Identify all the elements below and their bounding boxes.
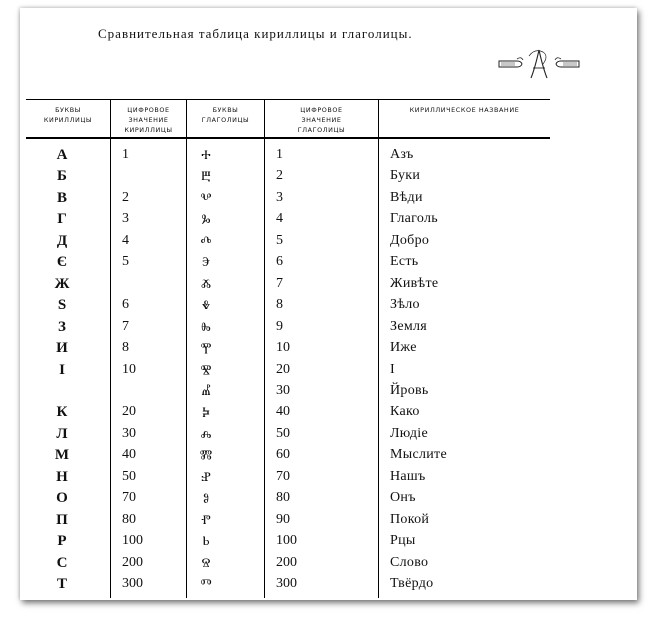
table-row: [20, 489, 637, 510]
header-line: ЗНАЧЕНИЕ: [301, 116, 342, 124]
glagolitic-letter: Ⰿ: [199, 447, 213, 463]
cyrillic-letter: М: [54, 447, 70, 464]
glagolitic-numeric-value: 80: [276, 490, 290, 506]
cyrillic-letter-name: Глаголь: [390, 211, 438, 227]
glagolitic-letter: Ⰾ: [200, 425, 212, 441]
glagolitic-letter: Ⰷ: [201, 297, 211, 313]
cyrillic-letter-name: Земля: [390, 318, 428, 334]
cyrillic-numeric-value: 8: [122, 340, 129, 356]
glagolitic-letter: Ⰶ: [200, 275, 212, 291]
cyrillic-letter: К: [56, 404, 68, 421]
header-line: ГЛАГОЛИЦЫ: [201, 116, 250, 124]
table-row: [20, 425, 637, 446]
table-row: [20, 554, 637, 575]
glagolitic-letter: Ⱄ: [201, 554, 211, 570]
table-row: [20, 189, 637, 210]
header-line: ЦИФРОВОЕ: [127, 106, 170, 114]
header-cyrillic-numeric: [111, 105, 186, 135]
table-row: [20, 253, 637, 274]
glagolitic-numeric-value: 300: [276, 576, 297, 591]
cyrillic-letter-name: Онъ: [390, 490, 416, 506]
cyrillic-letter: Д: [56, 232, 68, 249]
cyrillic-letter-name: Твёрдо: [390, 576, 434, 591]
cyrillic-numeric-value: 80: [122, 511, 136, 527]
cyrillic-letter: Є: [56, 254, 68, 271]
glagolitic-letter: Ⰱ: [201, 168, 211, 184]
table-row: [20, 382, 637, 403]
cyrillic-letter: Н: [56, 468, 68, 485]
cyrillic-letter-name: Како: [390, 404, 420, 420]
cyrillic-letter: Ж: [54, 275, 70, 292]
header-line: КИРИЛЛИЧЕСКОЕ НАЗВАНИЕ: [409, 106, 520, 114]
cyrillic-numeric-value: 50: [122, 468, 136, 484]
glagolitic-letter: Ⰺ: [200, 361, 212, 377]
cyrillic-numeric-value: 300: [122, 576, 143, 591]
cyrillic-letter: З: [58, 318, 66, 335]
cyrillic-letter-name: Живѣте: [390, 275, 439, 291]
header-line: ЗНАЧЕНИЕ: [128, 116, 169, 124]
cyrillic-letter: С: [56, 554, 68, 571]
table-row: [20, 275, 637, 296]
glagolitic-letter: Ⱅ: [200, 576, 212, 591]
glagolitic-letter: Ⰹ: [200, 340, 212, 356]
header-cyrillic-name: [379, 105, 550, 115]
glagolitic-letter: Ⰳ: [201, 211, 211, 227]
cyrillic-letter-name: Есть: [390, 254, 419, 270]
glagolitic-numeric-value: 6: [276, 254, 283, 270]
table-row: [20, 167, 637, 188]
cyrillic-letter-name: Покой: [390, 511, 430, 527]
table-row: [20, 532, 637, 553]
table-row: [20, 361, 637, 382]
glagolitic-numeric-value: 9: [276, 318, 283, 334]
pointing-hands-ornament-icon: [497, 46, 581, 80]
glagolitic-letter: Ⰸ: [201, 318, 211, 334]
table-row: [20, 146, 637, 167]
cyrillic-letter-name: Йровь: [390, 382, 429, 398]
cyrillic-letter-name: Азъ: [390, 147, 414, 162]
table-row: [20, 575, 637, 596]
glagolitic-letter: Ⱂ: [201, 511, 211, 527]
cyrillic-numeric-value: 200: [122, 554, 143, 570]
cyrillic-letter: О: [56, 490, 68, 507]
table-row: [20, 232, 637, 253]
header-line: КИРИЛЛИЦЫ: [124, 126, 173, 134]
cyrillic-numeric-value: 10: [122, 361, 136, 377]
cyrillic-numeric-value: 4: [122, 232, 129, 248]
cyrillic-letter: Ѕ: [57, 297, 67, 314]
glagolitic-letter: Ⰴ: [200, 232, 212, 248]
glagolitic-letter: Ⱀ: [201, 468, 211, 484]
cyrillic-letter: Г: [57, 211, 67, 228]
cyrillic-letter: І: [59, 361, 65, 378]
header-line: КИРИЛЛИЦЫ: [43, 116, 93, 124]
cyrillic-numeric-value: 40: [122, 447, 136, 463]
cyrillic-letter: Л: [56, 425, 68, 442]
cyrillic-numeric-value: 70: [122, 490, 136, 506]
table-row: [20, 403, 637, 424]
glagolitic-letter: Ⱃ: [202, 533, 210, 549]
cyrillic-letter: Б: [57, 168, 67, 185]
cyrillic-letter: Т: [56, 576, 67, 592]
glagolitic-letter: Ⰵ: [201, 254, 211, 270]
glagolitic-numeric-value: 30: [276, 382, 290, 398]
page-title: Сравнительная таблица кириллицы и глаголицы.: [98, 26, 413, 41]
header-line: ЦИФРОВОЕ: [300, 106, 343, 114]
glagolitic-numeric-value: 8: [276, 297, 283, 313]
table-row: [20, 511, 637, 532]
cyrillic-numeric-value: 1: [122, 147, 129, 162]
cyrillic-numeric-value: 3: [122, 211, 129, 227]
cyrillic-letter-name: Добро: [390, 232, 430, 248]
cyrillic-letter-name: Иже: [390, 340, 417, 356]
table-row: [20, 468, 637, 489]
cyrillic-letter-name: Зѣло: [390, 297, 420, 313]
glagolitic-letter: Ⰼ: [201, 382, 211, 398]
glagolitic-numeric-value: 50: [276, 425, 290, 441]
cyrillic-numeric-value: 6: [122, 297, 129, 313]
cyrillic-letter-name: Слово: [390, 554, 429, 570]
glagolitic-numeric-value: 200: [276, 554, 297, 570]
glagolitic-letter: Ⰽ: [202, 404, 210, 420]
cyrillic-letter: Р: [57, 533, 67, 550]
document-page: [20, 8, 637, 600]
table-row: [20, 296, 637, 317]
table-row: [20, 339, 637, 360]
glagolitic-numeric-value: 10: [276, 340, 290, 356]
cyrillic-letter: А: [56, 147, 68, 163]
header-line: ГЛАГОЛИЦЫ: [297, 126, 346, 134]
header-line: БУКВЫ: [55, 106, 81, 114]
glagolitic-numeric-value: 3: [276, 189, 283, 205]
glagolitic-numeric-value: 4: [276, 211, 283, 227]
cyrillic-numeric-value: 30: [122, 425, 136, 441]
header-glagolitic-letters: [187, 105, 264, 125]
table-row: [20, 210, 637, 231]
table-row: [20, 318, 637, 339]
table-row: [20, 446, 637, 467]
table-top-rule: [26, 99, 550, 100]
cyrillic-numeric-value: 2: [122, 189, 129, 205]
glagolitic-numeric-value: 90: [276, 511, 290, 527]
cyrillic-letter-name: І: [390, 361, 395, 377]
glagolitic-letter: Ⰰ: [201, 147, 211, 162]
glagolitic-letter: Ⱁ: [202, 490, 210, 506]
header-glagolitic-numeric: [265, 105, 378, 135]
cyrillic-numeric-value: 5: [122, 254, 129, 270]
cyrillic-numeric-value: 7: [122, 318, 129, 334]
glagolitic-numeric-value: 60: [276, 447, 290, 463]
glagolitic-numeric-value: 7: [276, 275, 283, 291]
cyrillic-letter-name: Мыслите: [390, 447, 447, 463]
cyrillic-letter: П: [56, 511, 68, 528]
glagolitic-numeric-value: 100: [276, 533, 297, 549]
glagolitic-numeric-value: 1: [276, 147, 283, 162]
cyrillic-letter-name: Людіе: [390, 425, 428, 441]
cyrillic-letter-name: Буки: [390, 168, 421, 184]
glagolitic-numeric-value: 40: [276, 404, 290, 420]
header-cyrillic-letters: [26, 105, 110, 125]
cyrillic-letter: И: [56, 340, 68, 357]
cyrillic-numeric-value: 20: [122, 404, 136, 420]
cyrillic-numeric-value: 100: [122, 533, 143, 549]
cyrillic-letter-name: Нашъ: [390, 468, 426, 484]
header-line: БУКВЫ: [212, 106, 239, 114]
glagolitic-letter: Ⰲ: [200, 189, 212, 205]
glagolitic-numeric-value: 70: [276, 468, 290, 484]
glagolitic-numeric-value: 5: [276, 232, 283, 248]
cyrillic-letter: В: [56, 189, 67, 206]
cyrillic-letter-name: Рцы: [390, 533, 416, 549]
table-header-rule: [26, 137, 550, 139]
glagolitic-numeric-value: 2: [276, 168, 283, 184]
cyrillic-letter-name: Вѣди: [390, 189, 423, 205]
glagolitic-numeric-value: 20: [276, 361, 290, 377]
